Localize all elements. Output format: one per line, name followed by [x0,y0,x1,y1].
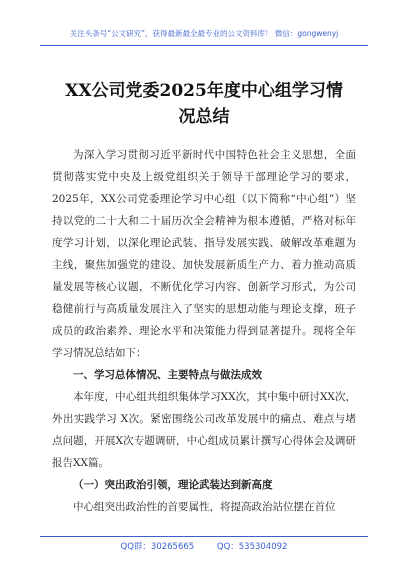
header-promo-text: 关注头条号“公文研究”，获得最新最全最专业的公文资料库！ 微信：gongwenyj [69,29,339,38]
section-paragraph-1: 本年度，中心组共组织集体学习XX次，其中集中研讨XX次，外出实践学习 X次。紧密围绕公司改革发展中的痛点、难点与堵点问题，开展X次专题调研，中心组成员累计撰写心得体会及调研报告XX篇。 [52,391,356,469]
subsection-paragraph-1: 中心组突出政治性的首要属性，将提高政治站位摆在首位 [73,501,336,513]
header-divider [40,45,368,46]
footer-contact [40,540,368,552]
intro-paragraph: 为深入学习贯彻习近平新时代中国特色社会主义思想，全面贯彻落实党中央及上级党组织关于领导干部理论学习的要求，2025年，XX公司党委理论学习中心组（以下简称“中心组”）坚持以党的二十大和二十届历次全会精神为根本遵循，严格对标年度学习计划，以深化理论武装、指导发展实践、破解改革难题为主线，聚焦加强党的建设、加快发展新质生产力、着力推动高质量发展等核心议题，不断优化学习内容、创新学习形式，为公司稳健前行与高质量发展注入了坚实的思想动能与理论支撑，班子成员的政治素养、理论水平和决策能力得到显著提升。现将全年学习情况总结如下： [52,149,356,359]
footer-qq-number: QQ：535304092 [216,542,288,552]
page-title: XX公司党委2025年度中心组学习情况总结 [65,81,343,127]
footer-qq-group: QQ群：30265665 [120,542,195,552]
footer-divider [40,536,368,537]
document-body [52,144,356,518]
section-heading-1: 一、学习总体情况、主要特点与做法成效 [73,369,262,381]
subsection-heading-1: （一）突出政治引领，理论武装达到新高度 [73,479,273,491]
